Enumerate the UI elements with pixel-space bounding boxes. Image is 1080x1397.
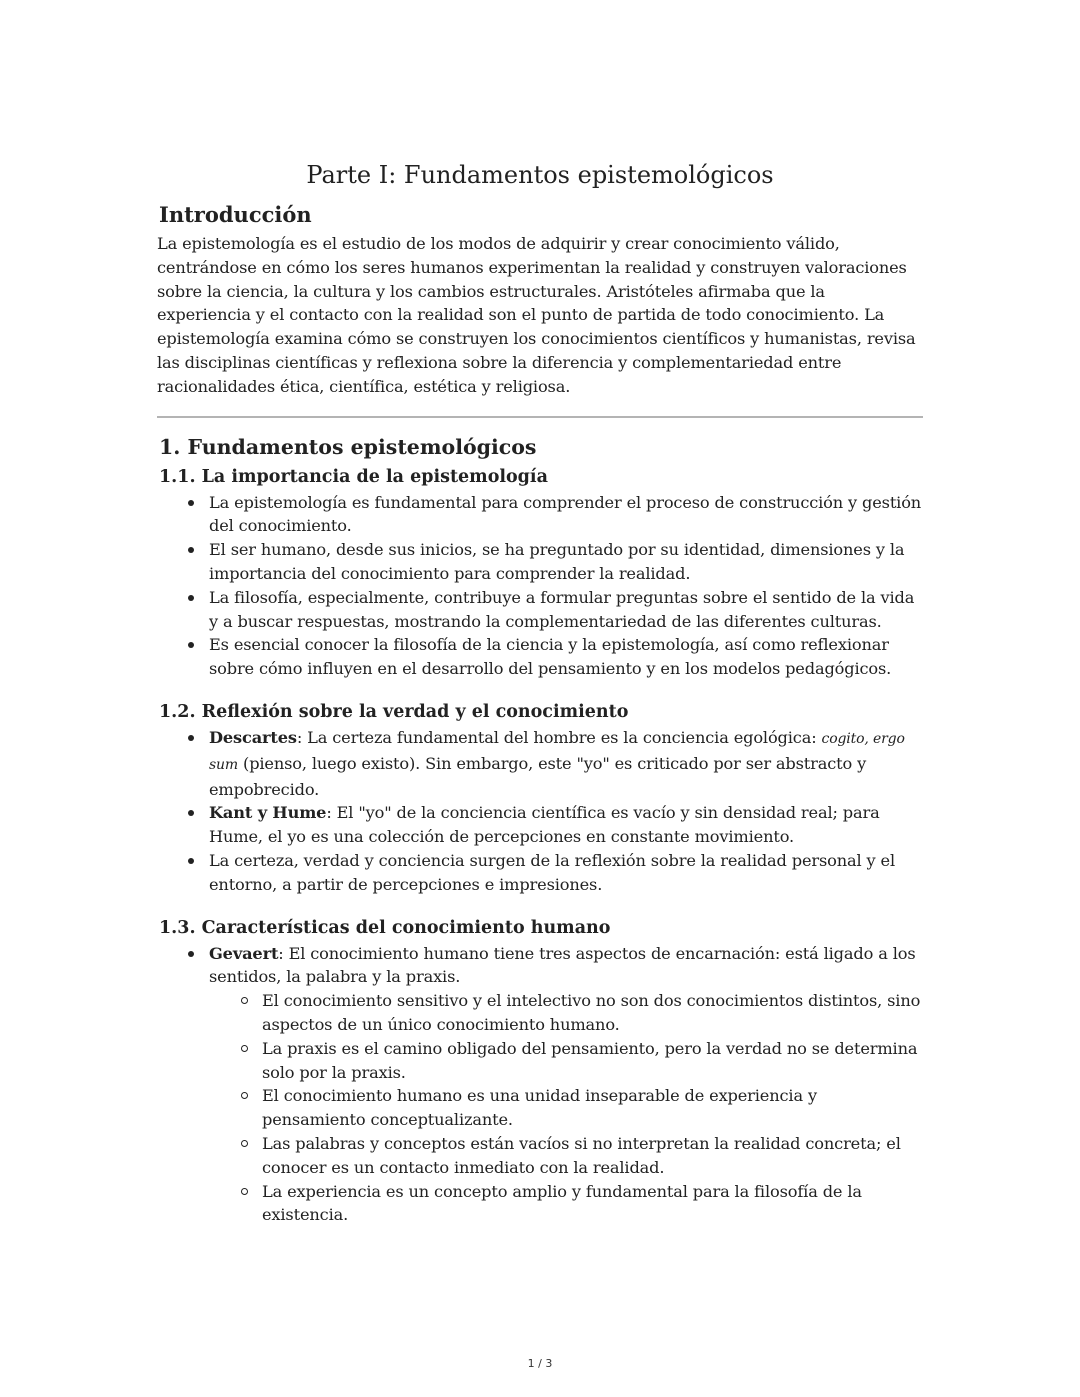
subsection-1-1-heading: 1.1. La importancia de la epistemología: [159, 466, 548, 487]
hollow-bullet-icon: [241, 1140, 248, 1147]
section-divider: [157, 416, 923, 418]
nested-list-item: Las palabras y conceptos están vacíos si no interpretan la realidad concreta; el conocer es un contacto inmediato con la realidad.: [209, 1132, 923, 1180]
document-page: [157, 158, 923, 1227]
intro-paragraph: La epistemología es el estudio de los modos de adquirir y crear conocimiento válido, centrándose en cómo los seres humanos experimentan la realidad y construyen valoraciones sobre la ciencia, la cultura y los cambios estructurales. Aristóteles afirmaba que la experiencia y el contacto con la realidad son el punto de partida de todo conocimiento. La epistemología examina cómo se construyen los conocimientos científicos y humanistas, revisa las disciplinas científicas y reflexiona sobre la diferencia y complementariedad entre racionalidades ética, científica, estética y religiosa.: [157, 234, 916, 396]
list-item: Gevaert: El conocimiento humano tiene tres aspectos de encarnación: está ligado a los sentidos, la palabra y la praxis. El conocimiento sensitivo y el intelectivo no son dos conocimientos distintos, sino aspectos de un único conocimiento humano. La praxis es el camino obligado del pensamiento, pero la verdad no se determina solo por la praxis. El conocimiento humano es una unidad inseparable de experiencia y pensamiento conceptualizante. Las palabras y conceptos están vacíos si no interpretan la realidad concreta; el conocer es un contacto inmediato con la realidad. La experiencia es un concepto amplio y fundamental para la filosofía de la existencia.: [157, 942, 923, 1228]
hollow-bullet-icon: [241, 1045, 248, 1052]
list-item: La certeza, verdad y conciencia surgen de la reflexión sobre la realidad personal y el entorno, a partir de percepciones e impresiones.: [157, 849, 923, 897]
intro-heading: Introducción: [159, 202, 312, 227]
subsection-1-1-list: [157, 491, 923, 681]
list-item: El ser humano, desde sus inicios, se ha preguntado por su identidad, dimensiones y la importancia del conocimiento para comprender la realidad.: [157, 538, 923, 586]
list-item: Descartes: La certeza fundamental del hombre es la conciencia egológica: cogito, ergo sum (pienso, luego existo). Sin embargo, este "yo" es criticado por ser abstracto y empobrecido.: [157, 726, 923, 801]
list-item: La filosofía, especialmente, contribuye a formular preguntas sobre el sentido de la vida y a buscar respuestas, mostrando la complementariedad de las diferentes culturas.: [157, 586, 923, 634]
list-item: La epistemología es fundamental para comprender el proceso de construcción y gestión del conocimiento.: [157, 491, 923, 539]
section-1-heading: 1. Fundamentos epistemológicos: [159, 434, 537, 459]
nested-list-item: El conocimiento sensitivo y el intelectivo no son dos conocimientos distintos, sino aspectos de un único conocimiento humano.: [209, 989, 923, 1037]
latin-phrase: cogito, ergo sum: [209, 730, 905, 773]
bullet-icon: [188, 595, 194, 601]
hollow-bullet-icon: [241, 1188, 248, 1195]
subsection-1-2-heading: 1.2. Reflexión sobre la verdad y el conocimiento: [159, 701, 629, 722]
document-title: Parte I: Fundamentos epistemológicos: [306, 161, 774, 189]
bullet-icon: [188, 500, 194, 506]
hollow-bullet-icon: [241, 1092, 248, 1099]
list-item: Es esencial conocer la filosofía de la ciencia y la epistemología, así como reflexionar sobre cómo influyen en el desarrollo del pensamiento y en los modelos pedagógicos.: [157, 633, 923, 681]
subsection-1-2-list: [157, 726, 923, 897]
bullet-icon: [188, 858, 194, 864]
term-bold: Descartes: [209, 727, 297, 747]
list-item: Kant y Hume: El "yo" de la conciencia científica es vacío y sin densidad real; para Hume, el yo es una colección de percepciones en constante movimiento.: [157, 801, 923, 849]
term-bold: Gevaert: [209, 943, 279, 963]
hollow-bullet-icon: [241, 997, 248, 1004]
bullet-icon: [188, 735, 194, 741]
bullet-icon: [188, 547, 194, 553]
subsection-1-3-heading: 1.3. Características del conocimiento humano: [159, 917, 611, 938]
bullet-icon: [188, 810, 194, 816]
bullet-icon: [188, 642, 194, 648]
subsection-1-3-list: [157, 942, 923, 1228]
nested-list: [209, 989, 923, 1227]
bullet-icon: [188, 951, 194, 957]
nested-list-item: La praxis es el camino obligado del pensamiento, pero la verdad no se determina solo por la praxis.: [209, 1037, 923, 1085]
page-indicator: 1 / 3: [527, 1357, 553, 1370]
nested-list-item: La experiencia es un concepto amplio y fundamental para la filosofía de la existencia.: [209, 1180, 923, 1228]
term-bold: Kant y Hume: [209, 803, 327, 823]
nested-list-item: El conocimiento humano es una unidad inseparable de experiencia y pensamiento conceptualizante.: [209, 1084, 923, 1132]
